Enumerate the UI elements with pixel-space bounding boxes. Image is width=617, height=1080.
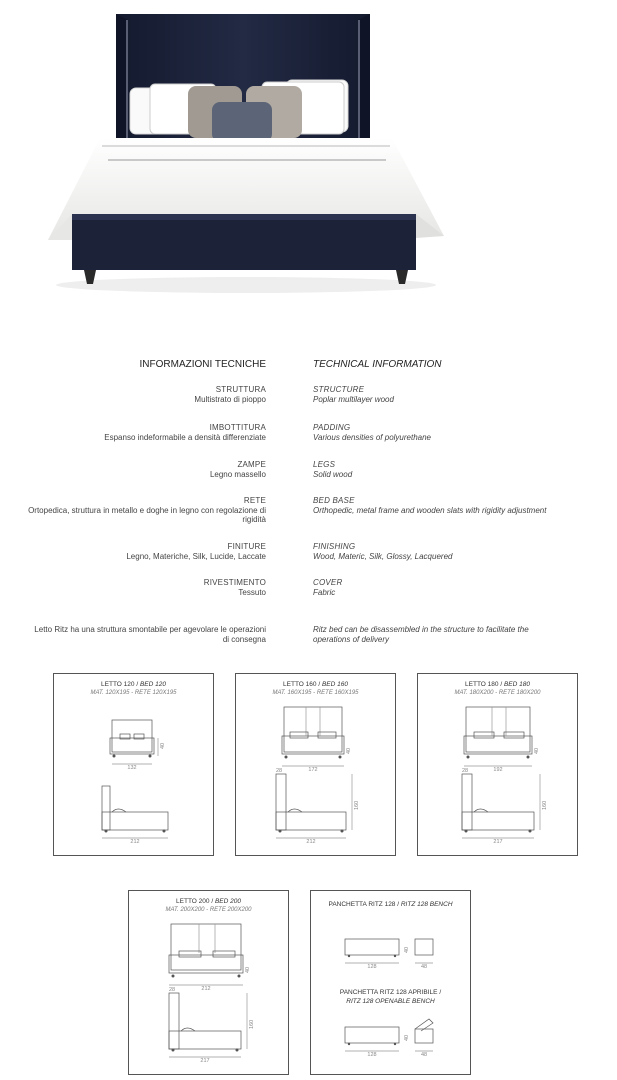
bed-180-diagram: LETTO 180 / BED 180 MAT. 180X200 - RETE 180X200 192 40 28 160 217 bbox=[417, 673, 578, 856]
mattress-size: MAT. 120X195 - RETE 120X195 bbox=[90, 690, 177, 696]
spec-text-it: Legno, Materiche, Silk, Lucide, Laccate bbox=[126, 551, 266, 561]
mattress-size: MAT. 180X200 - RETE 180X200 bbox=[454, 690, 541, 696]
length-dimension: 212 bbox=[130, 839, 140, 845]
bench-height-dimension: 40 bbox=[404, 946, 410, 953]
bench-drawing bbox=[311, 891, 470, 1074]
spec-label-en: FINISHING bbox=[313, 542, 356, 551]
spec-label-it: STRUTTURA bbox=[215, 385, 266, 394]
spec-label-en: LEGS bbox=[313, 460, 336, 469]
openable-bench-title-en: RITZ 128 OPENABLE BENCH bbox=[346, 998, 435, 1005]
headboard-dimension: 28 bbox=[462, 768, 469, 774]
bed-160-drawing bbox=[236, 674, 395, 855]
bed-200-diagram: LETTO 200 / BED 200 MAT. 200X200 - RETE 200X200 212 40 28 160 217 bbox=[128, 890, 289, 1075]
technical-info-heading-en: TECHNICAL INFORMATION bbox=[313, 359, 442, 370]
length-dimension: 217 bbox=[200, 1058, 210, 1064]
bed-180-drawing bbox=[418, 674, 577, 855]
spec-text-en: Poplar multilayer wood bbox=[313, 394, 394, 404]
spec-label-en: PADDING bbox=[313, 423, 351, 432]
note-text-en: Ritz bed can be disassembled in the structure to facilitate the operations of delivery bbox=[313, 625, 529, 644]
bed-title-en: BED 200 bbox=[214, 898, 241, 905]
bed-160-diagram: LETTO 160 / BED 160 MAT. 160X195 - RETE 160X195 172 40 28 160 212 bbox=[235, 673, 396, 856]
bed-title-it: LETTO 180 bbox=[465, 681, 499, 688]
width-dimension: 172 bbox=[308, 767, 318, 773]
mattress-size: MAT. 200X200 - RETE 200X200 bbox=[165, 907, 252, 913]
spec-text-it: Legno massello bbox=[209, 469, 266, 479]
height-dimension: 40 bbox=[346, 747, 352, 754]
bench-width-dimension: 128 bbox=[367, 964, 377, 970]
bench-title-en: RITZ 128 BENCH bbox=[400, 901, 453, 908]
spec-label-en: COVER bbox=[313, 578, 343, 587]
spec-label-en: BED BASE bbox=[313, 496, 355, 505]
spec-text-en: Various densities of polyurethane bbox=[313, 432, 431, 442]
length-dimension: 217 bbox=[493, 839, 503, 845]
height-dimension: 40 bbox=[534, 747, 540, 754]
technical-info-heading-it: INFORMAZIONI TECNICHE bbox=[139, 359, 266, 370]
spec-label-it: FINITURE bbox=[227, 542, 266, 551]
bed-200-drawing bbox=[129, 891, 288, 1074]
bed-title-en: BED 120 bbox=[139, 681, 166, 688]
length-dimension: 212 bbox=[306, 839, 316, 845]
spec-text-en: Orthopedic, metal frame and wooden slats with rigidity adjustment bbox=[313, 505, 547, 515]
spec-text-it: Tessuto bbox=[238, 587, 266, 597]
spec-label-it: RETE bbox=[243, 496, 266, 505]
spec-text-it: Multistrato di pioppo bbox=[194, 394, 266, 404]
headboard-dimension: 28 bbox=[276, 768, 283, 774]
bed-title-en: BED 180 bbox=[503, 681, 530, 688]
spec-label-en: STRUCTURE bbox=[313, 385, 365, 394]
height-dimension: 40 bbox=[160, 742, 166, 749]
width-dimension: 192 bbox=[493, 767, 503, 773]
openable-bench-width-dimension: 128 bbox=[367, 1052, 377, 1058]
openable-bench-title-it: PANCHETTA RITZ 128 APRIBILE bbox=[339, 989, 438, 996]
spec-text-it: Ortopedica, struttura in metallo e doghe in legno con regolazione di rigidità bbox=[28, 505, 266, 524]
bench-diagram: PANCHETTA RITZ 128 / RITZ 128 BENCH PANCHETTA RITZ 128 APRIBILE / RITZ 128 OPENABLE BENCH 128 40 48 128 40 48 bbox=[310, 890, 471, 1075]
bed-120-drawing bbox=[54, 674, 213, 855]
bed-120-diagram: LETTO 120 / BED 120 MAT. 120X195 - RETE 120X195 132 40 212 bbox=[53, 673, 214, 856]
mattress-size: MAT. 160X195 - RETE 160X195 bbox=[272, 690, 359, 696]
width-dimension: 132 bbox=[127, 765, 137, 771]
headboard-dimension: 28 bbox=[169, 987, 176, 993]
bed-title-it: LETTO 120 bbox=[101, 681, 135, 688]
spec-text-it: Espanso indeformabile a densità differenziate bbox=[104, 432, 266, 442]
side-height-dimension: 160 bbox=[542, 800, 548, 810]
openable-bench-height-dimension: 40 bbox=[404, 1034, 410, 1041]
note-text-it: Letto Ritz ha una struttura smontabile per agevolare le operazioni di consegna bbox=[34, 625, 266, 644]
bed-title-it: LETTO 200 bbox=[176, 898, 210, 905]
width-dimension: 212 bbox=[201, 986, 211, 992]
spec-label-it: RIVESTIMENTO bbox=[203, 578, 266, 587]
bed-title-it: LETTO 160 bbox=[283, 681, 317, 688]
spec-text-en: Solid wood bbox=[313, 469, 353, 479]
bench-depth-dimension: 48 bbox=[420, 964, 428, 970]
openable-bench-depth-dimension: 48 bbox=[420, 1052, 428, 1058]
height-dimension: 40 bbox=[245, 966, 251, 973]
spec-label-it: IMBOTTITURA bbox=[209, 423, 266, 432]
bench-title-it: PANCHETTA RITZ 128 bbox=[328, 901, 396, 908]
side-height-dimension: 160 bbox=[354, 800, 360, 810]
bed-product-photo bbox=[0, 0, 617, 300]
spec-text-en: Fabric bbox=[313, 587, 336, 597]
side-height-dimension: 160 bbox=[249, 1019, 255, 1029]
spec-text-en: Wood, Materic, Silk, Glossy, Lacquered bbox=[313, 551, 453, 561]
bed-title-en: BED 160 bbox=[321, 681, 348, 688]
spec-label-it: ZAMPE bbox=[237, 460, 266, 469]
